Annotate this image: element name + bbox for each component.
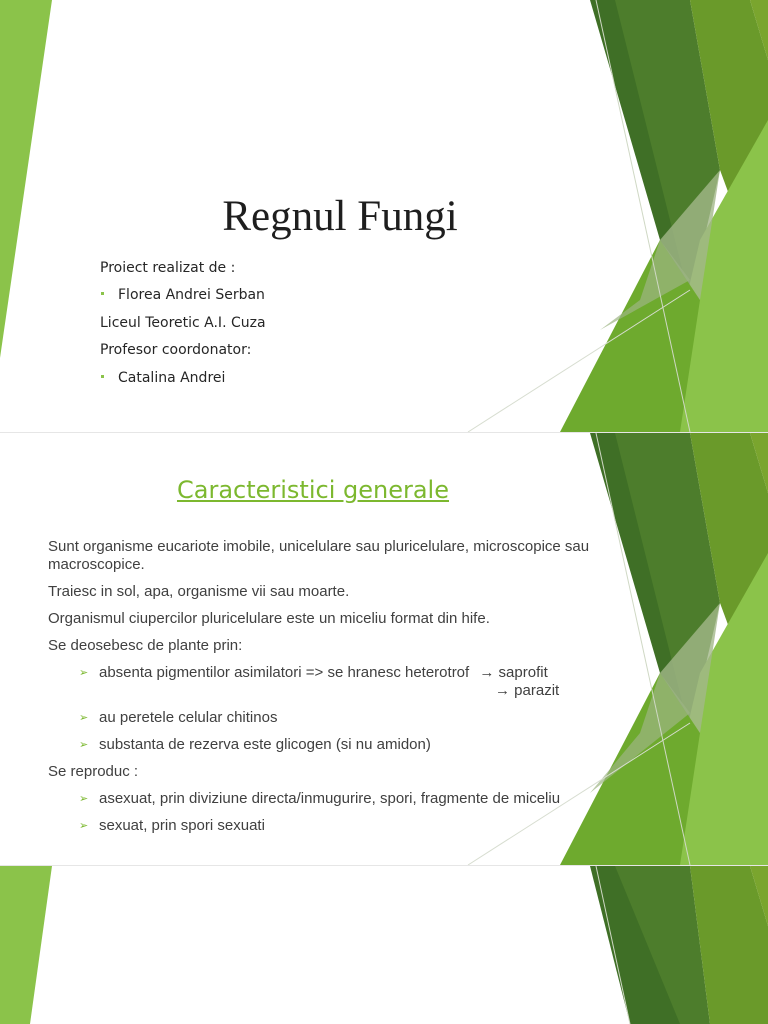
- slide-title: Regnul Fungi: [222, 193, 458, 240]
- paragraph: Se reproduc :: [48, 763, 139, 780]
- green-facets-decoration: [0, 866, 768, 1024]
- arrow-bullet-icon: ➢: [79, 793, 89, 805]
- paragraph: Sunt organisme eucariote imobile, unicelulare sau pluricelulare, microscopice sau macroscopice.: [48, 538, 590, 573]
- paragraph: Traiesc in sol, apa, organisme vii sau moarte.: [48, 583, 350, 600]
- arrow-bullet-icon: ➢: [79, 667, 89, 679]
- title-slide: [0, 0, 768, 432]
- list-item-continuation: [48, 682, 608, 700]
- list-item-text: sexuat, prin spori sexuati: [99, 817, 265, 834]
- list-item: [48, 790, 608, 808]
- subtitle-bullet: Florea Andrei Serban: [100, 286, 266, 313]
- list-item-text: absenta pigmentilor asimilatori => se hranesc heterotrof: [99, 664, 470, 681]
- content-slide: [0, 433, 768, 865]
- subtitle-line: Profesor coordonator:: [100, 342, 252, 359]
- next-slide-partial: [0, 866, 768, 1024]
- list-item: [48, 664, 608, 682]
- list-item: [48, 709, 608, 727]
- list-item: [48, 736, 608, 754]
- subtitle-block: [100, 259, 266, 396]
- subtitle-bullet: Catalina Andrei: [100, 369, 266, 396]
- arrow-bullet-icon: ➢: [79, 820, 89, 832]
- paragraph: Organismul ciupercilor pluricelulare este un miceliu format din hife.: [48, 610, 490, 627]
- subtitle-line: Liceul Teoretic A.I. Cuza: [100, 314, 266, 331]
- list-item-branch: → saprofit: [479, 664, 548, 681]
- list-item-branch: → parazit: [495, 682, 560, 699]
- subtitle-line: Proiect realizat de :: [100, 260, 236, 276]
- list-item-text: asexuat, prin diviziune directa/inmugurire, spori, fragmente de miceliu: [99, 790, 561, 807]
- list-item-text: substanta de rezerva este glicogen (si nu amidon): [99, 736, 431, 753]
- list-item: [48, 817, 608, 835]
- slide-body: [48, 538, 608, 844]
- arrow-bullet-icon: ➢: [79, 739, 89, 751]
- arrow-bullet-icon: ➢: [79, 712, 89, 724]
- list-item-text: au peretele celular chitinos: [99, 709, 278, 726]
- paragraph: Se deosebesc de plante prin:: [48, 637, 243, 654]
- slide-title: Caracteristici generale: [176, 476, 449, 504]
